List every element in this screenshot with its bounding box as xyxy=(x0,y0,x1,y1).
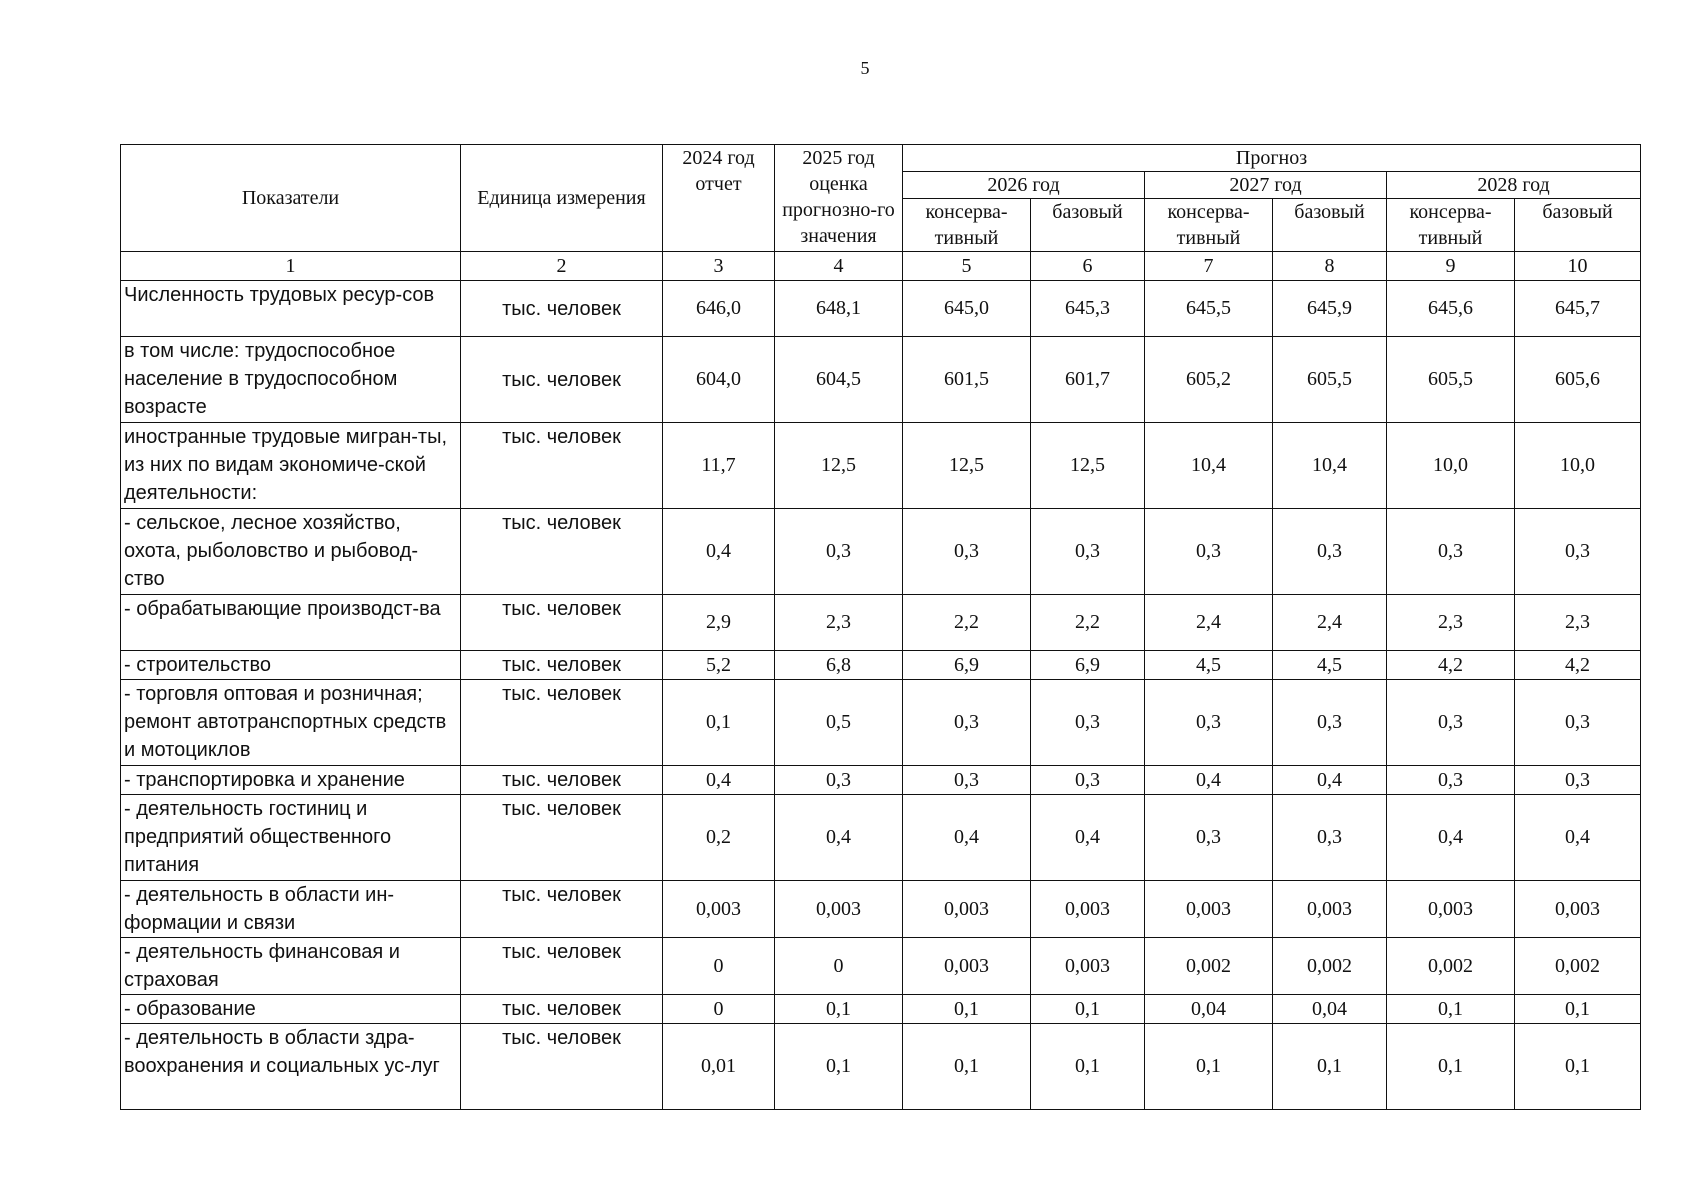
value-cell: 0,3 xyxy=(1031,509,1145,595)
column-number: 7 xyxy=(1145,252,1273,281)
table-row xyxy=(121,680,1641,766)
value-cell: 2,3 xyxy=(775,595,903,651)
value-cell: 0,003 xyxy=(903,881,1031,938)
value-cell: 0,1 xyxy=(1515,995,1641,1024)
value-cell: 0,003 xyxy=(1031,881,1145,938)
value-cell: 2,9 xyxy=(663,595,775,651)
unit-cell: тыс. человек xyxy=(461,1024,663,1110)
value-cell: 0,01 xyxy=(663,1024,775,1110)
header-base: базовый xyxy=(1031,199,1145,252)
value-cell: 0,3 xyxy=(775,509,903,595)
table-body xyxy=(121,281,1641,1110)
value-cell: 0,4 xyxy=(663,766,775,795)
value-cell: 0,1 xyxy=(1387,995,1515,1024)
header-conservative: консерва-тивный xyxy=(1145,199,1273,252)
value-cell: 645,0 xyxy=(903,281,1031,337)
value-cell: 0,3 xyxy=(1515,680,1641,766)
value-cell: 0,003 xyxy=(1031,938,1145,995)
value-cell: 0,1 xyxy=(1031,995,1145,1024)
value-cell: 605,5 xyxy=(1273,337,1387,423)
unit-cell: тыс. человек xyxy=(461,337,663,423)
value-cell: 10,0 xyxy=(1515,423,1641,509)
value-cell: 648,1 xyxy=(775,281,903,337)
value-cell: 0,002 xyxy=(1273,938,1387,995)
table-row xyxy=(121,881,1641,938)
value-cell: 0 xyxy=(663,995,775,1024)
column-number: 3 xyxy=(663,252,775,281)
value-cell: 0,3 xyxy=(1031,766,1145,795)
value-cell: 5,2 xyxy=(663,651,775,680)
header-2024: 2024 год отчет xyxy=(663,145,775,252)
column-number: 9 xyxy=(1387,252,1515,281)
header-2025: 2025 год оценка прогнозно-го значения xyxy=(775,145,903,252)
indicator-name: - торговля оптовая и розничная; ремонт автотранспортных средств и мотоциклов xyxy=(121,680,461,766)
value-cell: 2,2 xyxy=(1031,595,1145,651)
value-cell: 604,5 xyxy=(775,337,903,423)
unit-cell: тыс. человек xyxy=(461,281,663,337)
value-cell: 0 xyxy=(663,938,775,995)
table-row xyxy=(121,1024,1641,1110)
value-cell: 2,3 xyxy=(1515,595,1641,651)
value-cell: 0,04 xyxy=(1273,995,1387,1024)
value-cell: 0,003 xyxy=(1145,881,1273,938)
value-cell: 12,5 xyxy=(903,423,1031,509)
table-row xyxy=(121,766,1641,795)
header-year-2027: 2027 год xyxy=(1145,172,1387,199)
labor-resources-table xyxy=(120,144,1641,1110)
value-cell: 0,003 xyxy=(1515,881,1641,938)
value-cell: 0,3 xyxy=(903,680,1031,766)
value-cell: 601,5 xyxy=(903,337,1031,423)
table-row xyxy=(121,795,1641,881)
value-cell: 645,7 xyxy=(1515,281,1641,337)
value-cell: 0,003 xyxy=(1387,881,1515,938)
value-cell: 0,1 xyxy=(1387,1024,1515,1110)
value-cell: 0,4 xyxy=(903,795,1031,881)
value-cell: 2,3 xyxy=(1387,595,1515,651)
value-cell: 2,4 xyxy=(1273,595,1387,651)
value-cell: 0,3 xyxy=(1515,766,1641,795)
unit-cell: тыс. человек xyxy=(461,995,663,1024)
value-cell: 0 xyxy=(775,938,903,995)
unit-cell: тыс. человек xyxy=(461,938,663,995)
value-cell: 2,4 xyxy=(1145,595,1273,651)
value-cell: 0,3 xyxy=(1273,680,1387,766)
value-cell: 10,4 xyxy=(1273,423,1387,509)
value-cell: 0,1 xyxy=(903,1024,1031,1110)
unit-cell: тыс. человек xyxy=(461,423,663,509)
unit-cell: тыс. человек xyxy=(461,680,663,766)
value-cell: 0,3 xyxy=(1387,509,1515,595)
column-number: 4 xyxy=(775,252,903,281)
value-cell: 0,1 xyxy=(775,995,903,1024)
value-cell: 0,4 xyxy=(1031,795,1145,881)
value-cell: 0,3 xyxy=(1145,795,1273,881)
value-cell: 0,002 xyxy=(1387,938,1515,995)
value-cell: 646,0 xyxy=(663,281,775,337)
value-cell: 0,4 xyxy=(1145,766,1273,795)
indicator-name: - деятельность в области ин-формации и связи xyxy=(121,881,461,938)
value-cell: 0,4 xyxy=(663,509,775,595)
unit-cell: тыс. человек xyxy=(461,651,663,680)
table-header xyxy=(121,145,1641,281)
column-number: 10 xyxy=(1515,252,1641,281)
unit-cell: тыс. человек xyxy=(461,509,663,595)
value-cell: 645,5 xyxy=(1145,281,1273,337)
value-cell: 605,5 xyxy=(1387,337,1515,423)
value-cell: 0,003 xyxy=(1273,881,1387,938)
indicator-name: - образование xyxy=(121,995,461,1024)
unit-cell: тыс. человек xyxy=(461,881,663,938)
header-indicators: Показатели xyxy=(121,145,461,252)
value-cell: 4,5 xyxy=(1273,651,1387,680)
value-cell: 0,1 xyxy=(1273,1024,1387,1110)
unit-cell: тыс. человек xyxy=(461,766,663,795)
indicator-name: - транспортировка и хранение xyxy=(121,766,461,795)
indicator-name: иностранные трудовые мигран-ты, из них по видам экономиче-ской деятельности: xyxy=(121,423,461,509)
table-row xyxy=(121,423,1641,509)
value-cell: 0,4 xyxy=(1515,795,1641,881)
value-cell: 645,3 xyxy=(1031,281,1145,337)
value-cell: 0,5 xyxy=(775,680,903,766)
value-cell: 0,3 xyxy=(903,766,1031,795)
indicator-name: - сельское, лесное хозяйство, охота, рыболовство и рыбовод-ство xyxy=(121,509,461,595)
value-cell: 2,2 xyxy=(903,595,1031,651)
value-cell: 0,3 xyxy=(1031,680,1145,766)
header-conservative: консерва-тивный xyxy=(903,199,1031,252)
value-cell: 6,9 xyxy=(903,651,1031,680)
value-cell: 645,9 xyxy=(1273,281,1387,337)
value-cell: 0,04 xyxy=(1145,995,1273,1024)
header-base: базовый xyxy=(1273,199,1387,252)
value-cell: 0,1 xyxy=(1145,1024,1273,1110)
value-cell: 10,4 xyxy=(1145,423,1273,509)
value-cell: 0,3 xyxy=(1273,509,1387,595)
value-cell: 0,002 xyxy=(1145,938,1273,995)
indicator-name: Численность трудовых ресур-сов xyxy=(121,281,461,337)
unit-cell: тыс. человек xyxy=(461,595,663,651)
value-cell: 0,3 xyxy=(1387,680,1515,766)
value-cell: 0,002 xyxy=(1515,938,1641,995)
value-cell: 6,9 xyxy=(1031,651,1145,680)
column-number: 1 xyxy=(121,252,461,281)
value-cell: 0,3 xyxy=(1145,509,1273,595)
value-cell: 0,003 xyxy=(775,881,903,938)
value-cell: 0,4 xyxy=(1387,795,1515,881)
value-cell: 12,5 xyxy=(775,423,903,509)
value-cell: 12,5 xyxy=(1031,423,1145,509)
value-cell: 0,1 xyxy=(663,680,775,766)
value-cell: 0,2 xyxy=(663,795,775,881)
value-cell: 0,3 xyxy=(1515,509,1641,595)
value-cell: 4,2 xyxy=(1387,651,1515,680)
value-cell: 0,4 xyxy=(775,795,903,881)
indicator-name: - обрабатывающие производст-ва xyxy=(121,595,461,651)
value-cell: 4,2 xyxy=(1515,651,1641,680)
indicator-name: в том числе: трудоспособное население в трудоспособном возрасте xyxy=(121,337,461,423)
indicator-name: - деятельность финансовая и страховая xyxy=(121,938,461,995)
column-number: 2 xyxy=(461,252,663,281)
table-row xyxy=(121,337,1641,423)
value-cell: 10,0 xyxy=(1387,423,1515,509)
value-cell: 605,2 xyxy=(1145,337,1273,423)
header-forecast: Прогноз xyxy=(903,145,1641,172)
column-number: 6 xyxy=(1031,252,1145,281)
unit-cell: тыс. человек xyxy=(461,795,663,881)
value-cell: 4,5 xyxy=(1145,651,1273,680)
value-cell: 0,003 xyxy=(663,881,775,938)
value-cell: 11,7 xyxy=(663,423,775,509)
indicator-name: - деятельность в области здра-воохранения и социальных ус-луг xyxy=(121,1024,461,1110)
value-cell: 0,3 xyxy=(775,766,903,795)
value-cell: 0,3 xyxy=(1145,680,1273,766)
value-cell: 0,3 xyxy=(903,509,1031,595)
value-cell: 604,0 xyxy=(663,337,775,423)
column-number: 5 xyxy=(903,252,1031,281)
value-cell: 0,003 xyxy=(903,938,1031,995)
value-cell: 6,8 xyxy=(775,651,903,680)
value-cell: 0,3 xyxy=(1273,795,1387,881)
header-conservative: консерва-тивный xyxy=(1387,199,1515,252)
table-row xyxy=(121,595,1641,651)
value-cell: 0,1 xyxy=(775,1024,903,1110)
table-row xyxy=(121,509,1641,595)
header-unit: Единица измерения xyxy=(461,145,663,252)
header-year-2026: 2026 год xyxy=(903,172,1145,199)
header-base: базовый xyxy=(1515,199,1641,252)
column-number-row xyxy=(121,252,1641,281)
value-cell: 0,4 xyxy=(1273,766,1387,795)
value-cell: 645,6 xyxy=(1387,281,1515,337)
table-row xyxy=(121,281,1641,337)
table-row xyxy=(121,938,1641,995)
table-row xyxy=(121,995,1641,1024)
value-cell: 0,1 xyxy=(903,995,1031,1024)
indicator-name: - деятельность гостиниц и предприятий общественного питания xyxy=(121,795,461,881)
column-number: 8 xyxy=(1273,252,1387,281)
value-cell: 0,1 xyxy=(1515,1024,1641,1110)
page-number: 5 xyxy=(860,58,870,78)
value-cell: 601,7 xyxy=(1031,337,1145,423)
table-row xyxy=(121,651,1641,680)
indicator-name: - строительство xyxy=(121,651,461,680)
header-year-2028: 2028 год xyxy=(1387,172,1641,199)
value-cell: 0,3 xyxy=(1387,766,1515,795)
value-cell: 0,1 xyxy=(1031,1024,1145,1110)
value-cell: 605,6 xyxy=(1515,337,1641,423)
